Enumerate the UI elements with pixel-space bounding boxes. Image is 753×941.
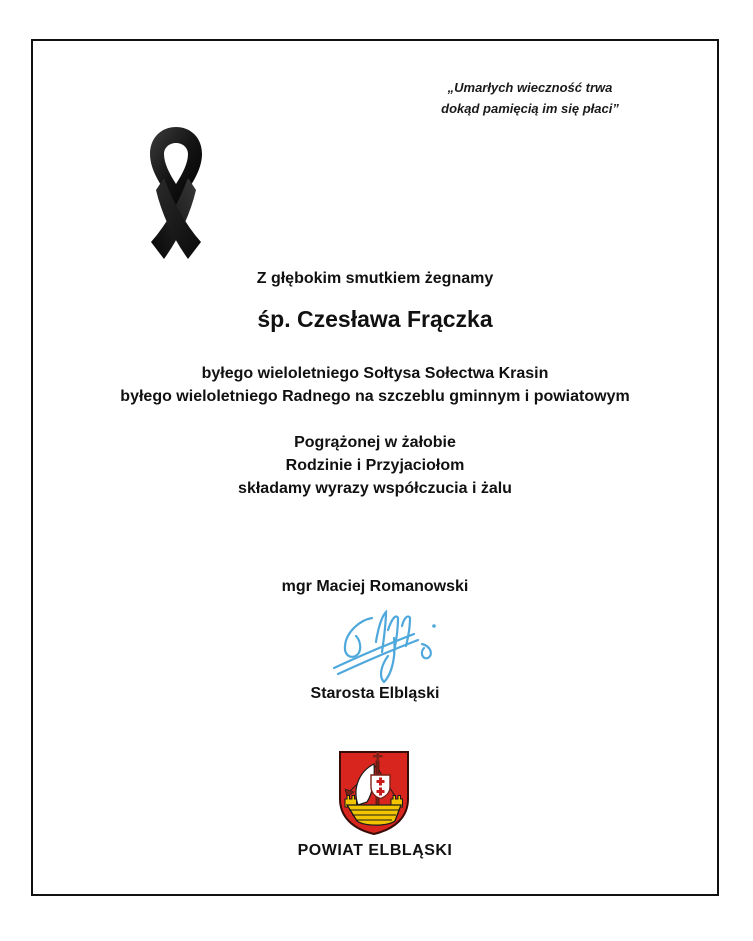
deceased-name: śp. Czesława Frączka (257, 306, 493, 332)
coat-of-arms-icon (337, 749, 411, 837)
coat-of-arms-svg (337, 749, 411, 837)
condolence-line-2: Rodzinie i Przyjaciołom (285, 457, 465, 474)
handwritten-signature (332, 604, 447, 684)
condolence-line-3: składamy wyrazy współczucia i żalu (238, 480, 512, 497)
mourning-ribbon-svg (131, 126, 221, 262)
motto-quote (415, 77, 645, 119)
motto-line-1: „Umarłych wieczność trwa (447, 80, 613, 95)
signature-svg (332, 604, 447, 684)
mourning-ribbon-icon (131, 126, 221, 262)
role-line-1: byłego wieloletniego Sołtysa Sołectwa Krasin (201, 365, 549, 382)
footer-label: POWIAT ELBLĄSKI (297, 842, 453, 859)
condolence-lines (31, 431, 719, 500)
motto-line-2: dokąd pamięcią im się płaci” (441, 101, 619, 116)
deceased-roles (31, 362, 719, 408)
farewell-line: Z głębokim smutkiem żegnamy (256, 270, 494, 287)
condolence-line-1: Pogrążonej w żałobie (294, 434, 456, 451)
signatory-title: Starosta Elbląski (310, 685, 440, 702)
signatory-name: mgr Maciej Romanowski (281, 578, 469, 595)
role-line-2: byłego wieloletniego Radnego na szczeblu gminnym i powiatowym (120, 388, 630, 405)
